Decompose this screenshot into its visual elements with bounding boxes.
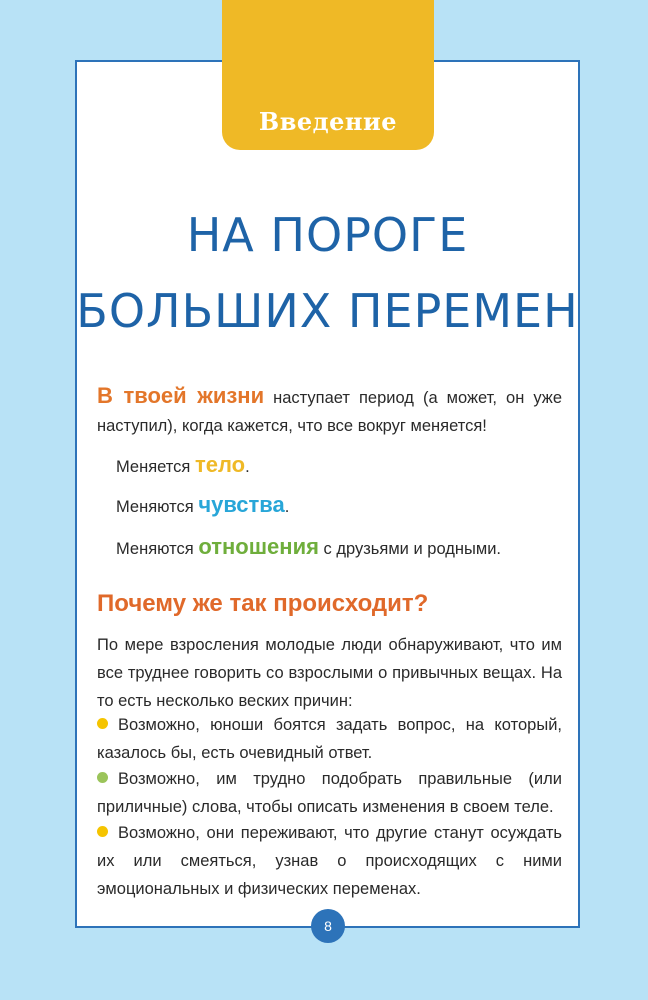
bullet-item <box>97 819 562 903</box>
change-word-feelings: чувства <box>198 492 285 517</box>
change-item-body <box>116 452 250 478</box>
lead-paragraph <box>97 382 562 440</box>
change-prefix: Меняются <box>116 498 199 516</box>
change-item-feelings <box>116 492 289 518</box>
section-subheading: Почему же так происходит? <box>97 590 429 617</box>
section-tab <box>222 0 434 150</box>
page-title-line-2: БОЛЬШИХ ПЕРЕМЕН <box>76 284 579 338</box>
change-word-relations: отношения <box>198 534 319 559</box>
bullet-item <box>97 711 562 767</box>
change-suffix: . <box>245 458 250 476</box>
bullet-dot-icon <box>97 772 108 783</box>
bullet-text: Возможно, им трудно подобрать правильные (или приличные) слова, чтобы описать изменения в своем теле. <box>97 770 562 816</box>
section-tab-label: Введение <box>258 107 398 136</box>
page-title-line-1: НА ПОРОГЕ <box>186 208 469 262</box>
page-number-badge: 8 <box>311 909 345 943</box>
intro-paragraph: По мере взросления молодые люди обнаруживают, что им все труднее говорить со взрослыми о привычных вещах. На то есть несколько веских причин: <box>97 636 562 710</box>
lead-text: наступает период (а может, он уже наступил), когда кажется, что все вокруг меняется! <box>97 389 562 435</box>
change-prefix: Меняется <box>116 458 195 476</box>
bullet-item <box>97 765 562 821</box>
lead-highlight: В твоей жизни <box>97 383 265 408</box>
bullet-dot-icon <box>97 826 108 837</box>
change-prefix: Меняются <box>116 540 199 558</box>
bullet-dot-icon <box>97 718 108 729</box>
change-word-body: тело <box>194 452 246 477</box>
bullet-text: Возможно, они переживают, что другие станут осуждать их или смеяться, узнав о происходящих с ними эмоциональных и физических переменах. <box>97 824 562 898</box>
change-item-relations <box>116 534 501 560</box>
change-suffix: . <box>284 498 290 516</box>
change-suffix: с друзьями и родными. <box>318 540 502 558</box>
bullet-text: Возможно, юноши боятся задать вопрос, на который, казалось бы, есть очевидный ответ. <box>97 716 562 762</box>
